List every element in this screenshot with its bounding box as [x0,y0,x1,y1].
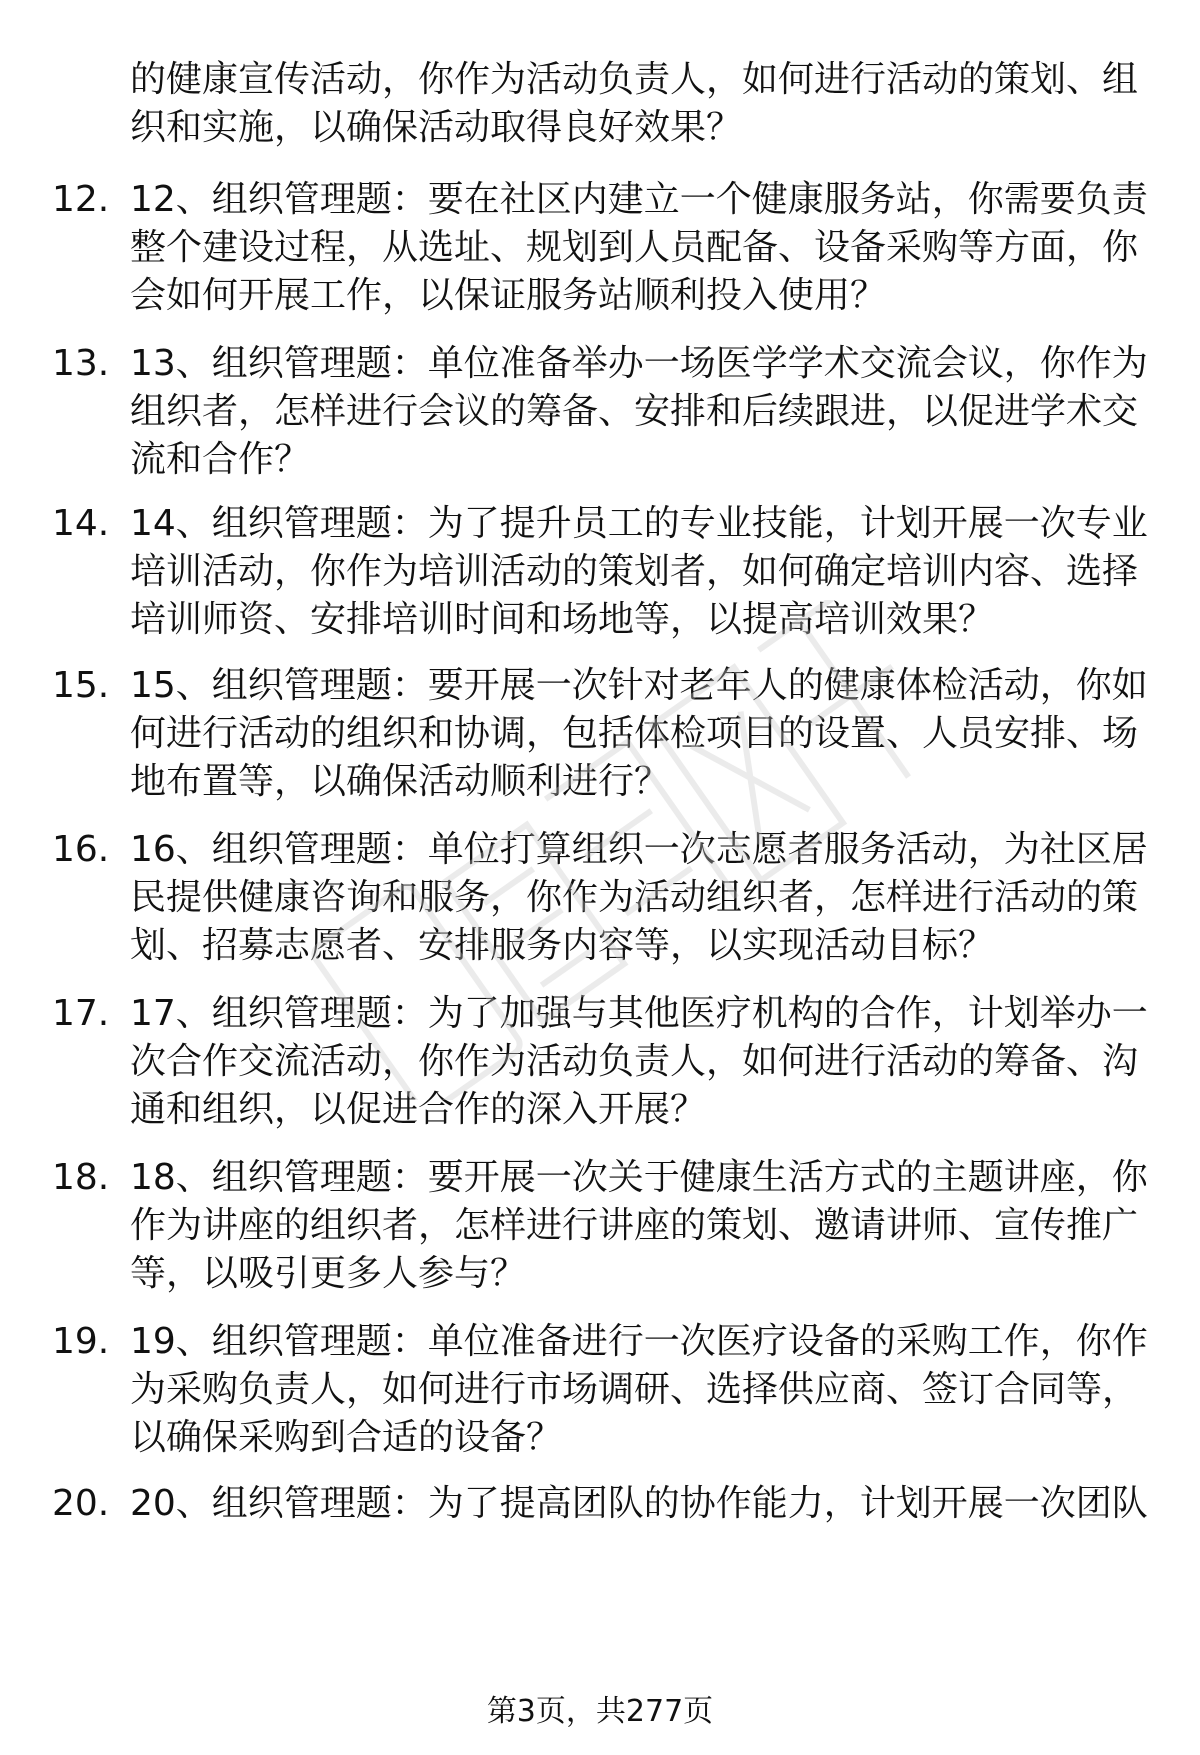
continuation-text: 的健康宣传活动，你作为活动负责人，如何进行活动的策划、组织和实施，以确保活动取得良好效果？ [130,59,1139,148]
question-number: 12. [52,179,110,220]
question-number: 20. [52,1483,110,1524]
question-number: 18. [52,1157,110,1198]
question-text: 20、组织管理题：为了提高团队的协作能力，计划开展一次团队 [130,1483,1148,1524]
question-text: 12、组织管理题：要在社区内建立一个健康服务站，你需要负责整个建设过程，从选址、规划到人员配备、设备采购等方面，你会如何开展工作，以保证服务站顺利投入使用？ [130,179,1148,316]
question-text: 17、组织管理题：为了加强与其他医疗机构的合作，计划举办一次合作交流活动，你作为活动负责人，如何进行活动的筹备、沟通和组织，以促进合作的深入开展？ [130,993,1148,1130]
question-number: 13. [52,343,110,384]
question-number: 17. [52,993,110,1034]
question-text: 14、组织管理题：为了提升员工的专业技能，计划开展一次专业培训活动，你作为培训活动的策划者，如何确定培训内容、选择培训师资、安排培训时间和场地等，以提高培训效果？ [130,503,1148,640]
question-text: 15、组织管理题：要开展一次针对老年人的健康体检活动，你如何进行活动的组织和协调，包括体检项目的设置、人员安排、场地布置等，以确保活动顺利进行？ [130,665,1148,802]
question-text: 13、组织管理题：单位准备举办一场医学学术交流会议，你作为组织者，怎样进行会议的筹备、安排和后续跟进，以促进学术交流和合作？ [130,343,1148,480]
question-number: 14. [52,503,110,544]
question-text: 18、组织管理题：要开展一次关于健康生活方式的主题讲座，你作为讲座的组织者，怎样进行讲座的策划、邀请讲师、宣传推广等，以吸引更多人参与？ [130,1157,1148,1294]
question-text: 16、组织管理题：单位打算组织一次志愿者服务活动，为社区居民提供健康咨询和服务，你作为活动组织者，怎样进行活动的策划、招募志愿者、安排服务内容等，以实现活动目标？ [130,829,1148,966]
question-number: 15. [52,665,110,706]
page-footer: 第3页，共277页 [486,1694,714,1729]
question-number: 19. [52,1321,110,1362]
question-text: 19、组织管理题：单位准备进行一次医疗设备的采购工作，你作为采购负责人，如何进行市场调研、选择供应商、签订合同等，以确保采购到合适的设备？ [130,1321,1148,1458]
question-number: 16. [52,829,110,870]
